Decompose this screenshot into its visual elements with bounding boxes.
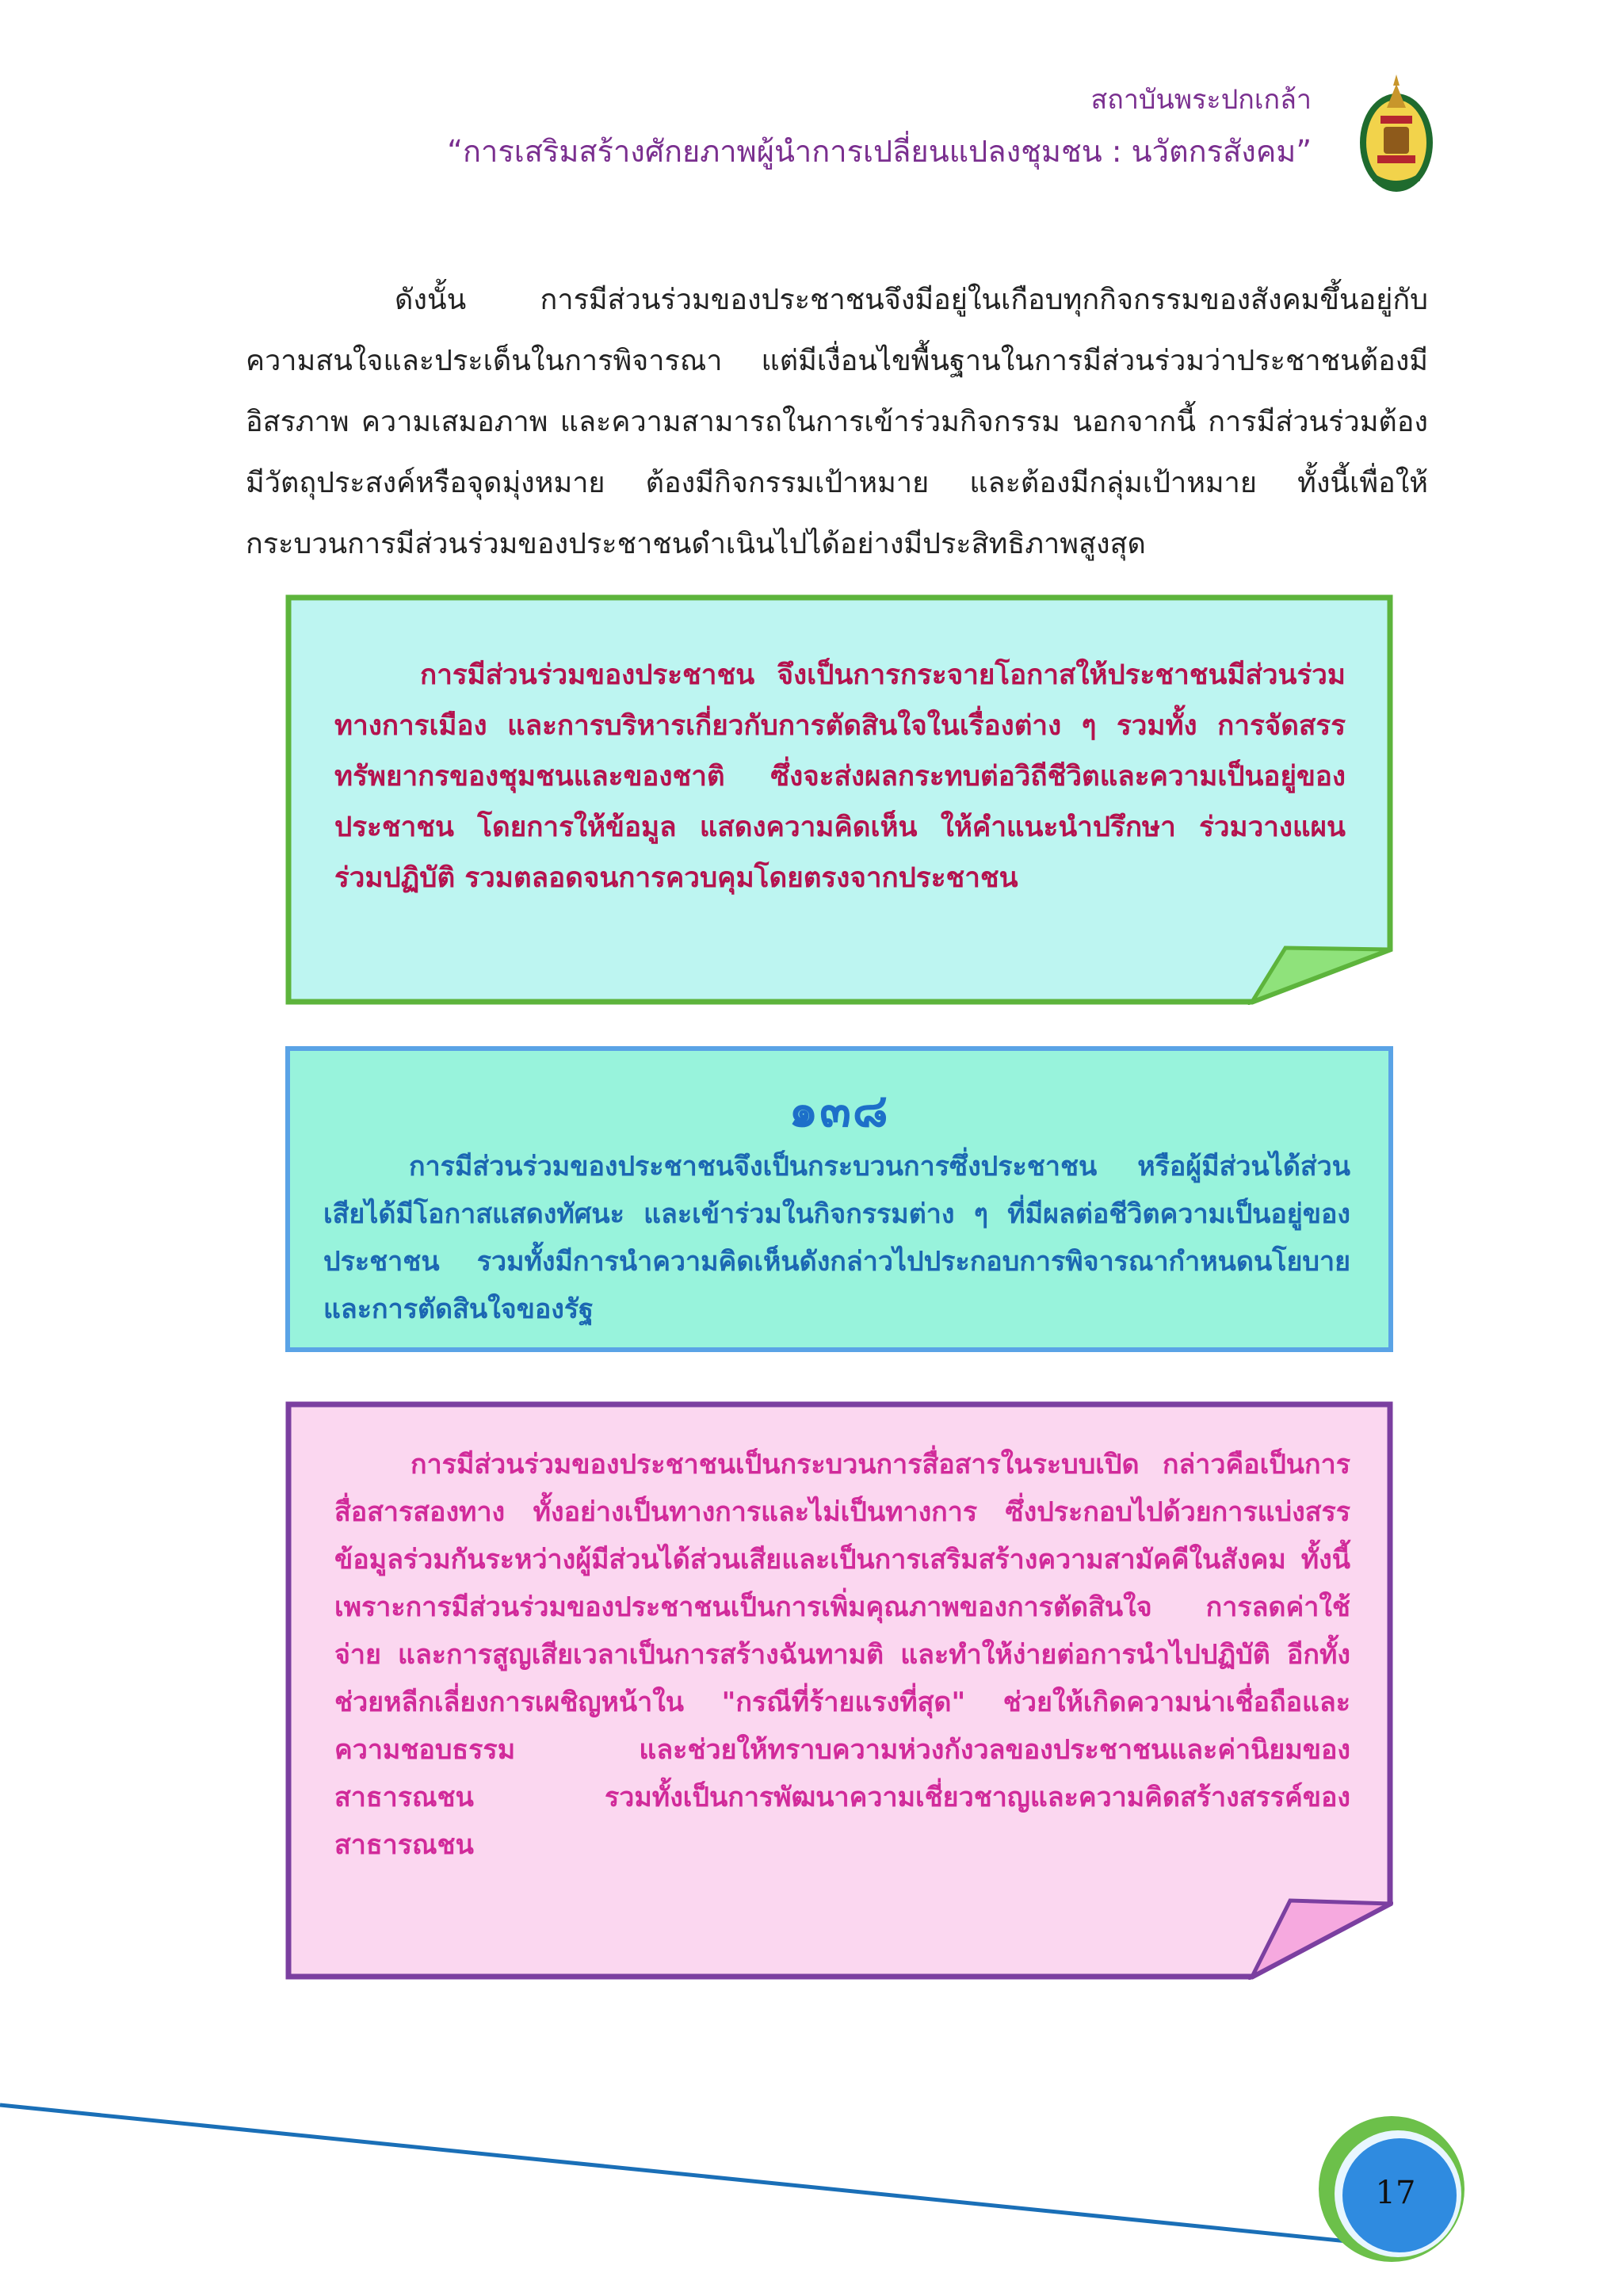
callout-box-participation-definition <box>285 594 1393 1005</box>
header-institution: สถาบันพระปกเกล้า <box>1090 84 1312 116</box>
callout-box-communication-process <box>285 1401 1393 1980</box>
header-document-title: “การเสริมสร้างศักยภาพผู้นำการเปลี่ยนแปลงชุมชน : นวัตกรสังคม” <box>447 134 1312 169</box>
callout-box-participation-process <box>285 1046 1393 1352</box>
thai-numeral-ornament: ๑๓๘ <box>789 1083 890 1137</box>
footer-line <box>0 2105 1363 2243</box>
callout-text-3: การมีส่วนร่วมของประชาชนเป็นกระบวนการสื่อสารในระบบเปิด กล่าวคือเป็นการสื่อสารสองทาง ทั้งอย่างเป็นทางการและไม่เป็นทางการ ซึ่งประกอบไปด้วยการแบ่งสรรข้อมูลร่วมกันระหว่างผู้มีส่วนได้ส่วนเสียและเป็นการเสริมสร้างความสามัคคีในสังคม ทั้งนี้ เพราะการมีส่วนร่วมของประชาชนเป็นการเพิ่มคุณภาพของการตัดสินใจ การลดค่าใช้จ่าย และการสูญเสียเวลาเป็นการสร้างฉันทามติ และทำให้ง่ายต่อการนำไปปฏิบัติ อีกทั้งช่วยหลีกเลี่ยงการเผชิญหน้าใน "กรณีที่ร้ายแรงที่สุด" ช่วยให้เกิดความน่าเชื่อถือและความชอบธรรม และช่วยให้ทราบความห่วงกังวลของประชาชนและค่านิยมของสาธารณชน รวมทั้งเป็นการพัฒนาความเชี่ยวชาญและความคิดสร้างสรรค์ของสาธารณชน <box>334 1449 1350 1861</box>
callout-text-1: การมีส่วนร่วมของประชาชน จึงเป็นการกระจายโอกาสให้ประชาชนมีส่วนร่วมทางการเมือง และการบริหารเกี่ยวกับการตัดสินใจในเรื่องต่าง ๆ รวมทั้ง การจัดสรรทรัพยากรของชุมชนและของชาติ ซึ่งจะส่งผลกระทบต่อวิถีชีวิตและความเป็นอยู่ของประชาชน โดยการให้ข้อมูล แสดงความคิดเห็น ให้คำแนะนำปรึกษา ร่วมวางแผน ร่วมปฏิบัติ รวมตลอดจนการควบคุมโดยตรงจากประชาชน <box>334 659 1346 894</box>
page-number: 17 <box>1375 2175 1416 2211</box>
intro-paragraph: ดังนั้น การมีส่วนร่วมของประชาชนจึงมีอยู่ในเกือบทุกกิจกรรมของสังคมขึ้นอยู่กับความสนใจและประเด็นในการพิจารณา แต่มีเงื่อนไขพื้นฐานในการมีส่วนร่วมว่าประชาชนต้องมีอิสรภาพ ความเสมอภาพ และความสามารถในการเข้าร่วมกิจกรรม นอกจากนี้ การมีส่วนร่วมต้องมีวัตถุประสงค์หรือจุดมุ่งหมาย ต้องมีกิจกรรมเป้าหมาย และต้องมีกลุ่มเป้าหมาย ทั้งนี้เพื่อให้กระบวนการมีส่วนร่วมของประชาชนดำเนินไปได้อย่างมีประสิทธิภาพสูงสุด <box>246 284 1428 560</box>
callout-text-2: การมีส่วนร่วมของประชาชนจึงเป็นกระบวนการซึ่งประชาชน หรือผู้มีส่วนได้ส่วนเสียได้มีโอกาสแสดงทัศนะ และเข้าร่วมในกิจกรรมต่าง ๆ ที่มีผลต่อชีวิตความเป็นอยู่ของประชาชน รวมทั้งมีการนำความคิดเห็นดังกล่าวไปประกอบการพิจารณากำหนดนโยบายและการตัดสินใจของรัฐ <box>323 1151 1350 1325</box>
institute-seal-icon <box>1357 70 1436 197</box>
